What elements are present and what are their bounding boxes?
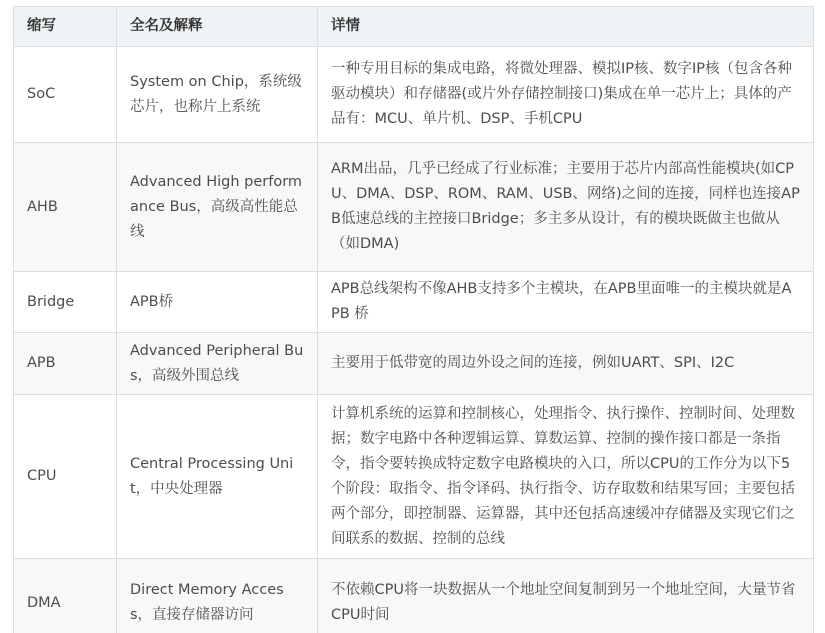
- table-row: [14, 272, 814, 333]
- header-detail: 详情: [318, 7, 814, 47]
- table-row: [14, 333, 814, 395]
- cell-full-name: Advanced High performance Bus，高级高性能总线: [117, 143, 318, 272]
- table-body: [14, 47, 814, 633]
- cell-abbr: APB: [14, 333, 117, 395]
- cell-full-name: Advanced Peripheral Bus，高级外围总线: [117, 333, 318, 395]
- header-row: [14, 7, 814, 47]
- table-header: [14, 7, 814, 47]
- cell-detail: 一种专用目标的集成电路，将微处理器、模拟IP核、数字IP核（包含各种驱动模块）和存储器(或片外存储控制接口)集成在单一芯片上；具体的产品有：MCU、单片机、DSP、手机CPU: [318, 47, 814, 143]
- table-row: [14, 143, 814, 272]
- cell-full-name: APB桥: [117, 272, 318, 333]
- header-full-name: 全名及解释: [117, 7, 318, 47]
- header-abbr: 缩写: [14, 7, 117, 47]
- cell-full-name: Central Processing Unit，中央处理器: [117, 395, 318, 559]
- cell-abbr: SoC: [14, 47, 117, 143]
- cell-full-name: System on Chip，系统级芯片，也称片上系统: [117, 47, 318, 143]
- cell-detail: 计算机系统的运算和控制核心，处理指令、执行操作、控制时间、处理数据；数字电路中各种逻辑运算、算数运算、控制的操作接口都是一条指令，指令要转换成特定数字电路模块的入口，所以CPU的工作分为以下5个阶段：取指令、指令译码、执行指令、访存取数和结果写回；主要包括两个部分，即控制器、运算器，其中还包括高速缓冲存储器及实现它们之间联系的数据、控制的总线: [318, 395, 814, 559]
- table-row: [14, 559, 814, 633]
- cell-detail: 不依赖CPU将一块数据从一个地址空间复制到另一个地址空间，大量节省CPU时间: [318, 559, 814, 633]
- cell-detail: APB总线架构不像AHB支持多个主模块，在APB里面唯一的主模块就是APB 桥: [318, 272, 814, 333]
- table-row: [14, 47, 814, 143]
- cell-abbr: DMA: [14, 559, 117, 633]
- cell-full-name: Direct Memory Access，直接存储器访问: [117, 559, 318, 633]
- cell-abbr: Bridge: [14, 272, 117, 333]
- cell-abbr: CPU: [14, 395, 117, 559]
- cell-detail: 主要用于低带宽的周边外设之间的连接，例如UART、SPI、I2C: [318, 333, 814, 395]
- cell-detail: ARM出品，几乎已经成了行业标准；主要用于芯片内部高性能模块(如CPU、DMA、DSP、ROM、RAM、USB、网络)之间的连接，同样也连接APB低速总线的主控接口Bridge；多主多从设计，有的模块既做主也做从（如DMA): [318, 143, 814, 272]
- cell-abbr: AHB: [14, 143, 117, 272]
- table-row: [14, 395, 814, 559]
- glossary-table: [13, 6, 814, 633]
